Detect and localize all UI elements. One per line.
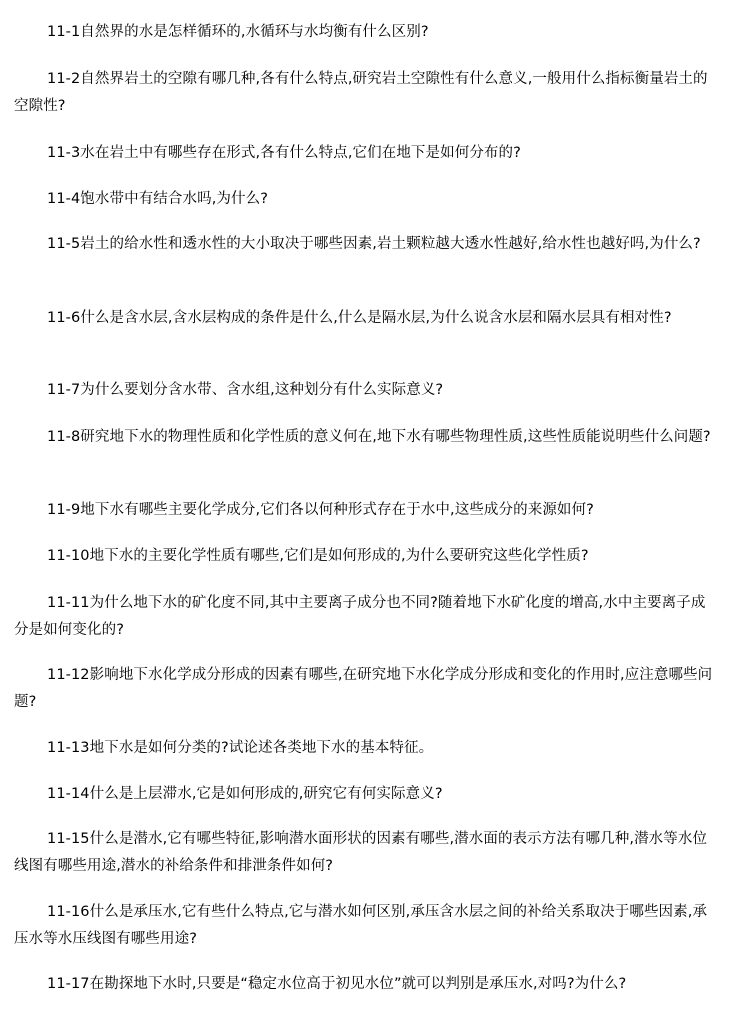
question-11-15: 11-15什么是潜水,它有哪些特征,影响潜水面形状的因素有哪些,潜水面的表示方法有哪几种,潜水等水位线图有哪些用途,潜水的补给条件和排泄条件如何?	[14, 831, 708, 874]
question-11-10: 11-10地下水的主要化学性质有哪些,它们是如何形成的,为什么要研究这些化学性质?	[47, 548, 589, 564]
question-11-5: 11-5岩土的给水性和透水性的大小取决于哪些因素,岩土颗粒越大透水性越好,给水性也越好吗,为什么?	[47, 236, 701, 252]
question-11-8: 11-8研究地下水的物理性质和化学性质的意义何在,地下水有哪些物理性质,这些性质能说明些什么问题?	[47, 429, 711, 445]
question-11-11: 11-11为什么地下水的矿化度不同,其中主要离子成分也不同?随着地下水矿化度的增高,水中主要离子成分是如何变化的?	[14, 595, 706, 638]
question-11-3: 11-3水在岩土中有哪些存在形式,各有什么特点,它们在地下是如何分布的?	[47, 145, 521, 161]
question-11-9: 11-9地下水有哪些主要化学成分,它们各以何种形式存在于水中,这些成分的来源如何?	[47, 502, 594, 518]
question-11-2: 11-2自然界岩土的空隙有哪几种,各有什么特点,研究岩土空隙性有什么意义,一般用什么指标衡量岩土的空隙性?	[14, 71, 708, 114]
question-11-17: 11-17在勘探地下水时,只要是“稳定水位高于初见水位”就可以判别是承压水,对吗?为什么?	[47, 976, 627, 992]
question-11-1: 11-1自然界的水是怎样循环的,水循环与水均衡有什么区别?	[47, 24, 429, 40]
question-11-13: 11-13地下水是如何分类的?试论述各类地下水的基本特征。	[47, 740, 434, 756]
question-11-14: 11-14什么是上层滞水,它是如何形成的,研究它有何实际意义?	[47, 786, 443, 802]
question-11-6: 11-6什么是含水层,含水层构成的条件是什么,什么是隔水层,为什么说含水层和隔水层具有相对性?	[47, 310, 672, 326]
question-11-16: 11-16什么是承压水,它有些什么特点,它与潜水如何区别,承压含水层之间的补给关系取决于哪些因素,承压水等水压线图有哪些用途?	[14, 904, 708, 947]
question-11-7: 11-7为什么要划分含水带、含水组,这种划分有什么实际意义?	[47, 382, 444, 398]
question-11-12: 11-12影响地下水化学成分形成的因素有哪些,在研究地下水化学成分形成和变化的作用时,应注意哪些问题?	[14, 667, 713, 710]
question-11-4: 11-4饱水带中有结合水吗,为什么?	[47, 191, 269, 207]
